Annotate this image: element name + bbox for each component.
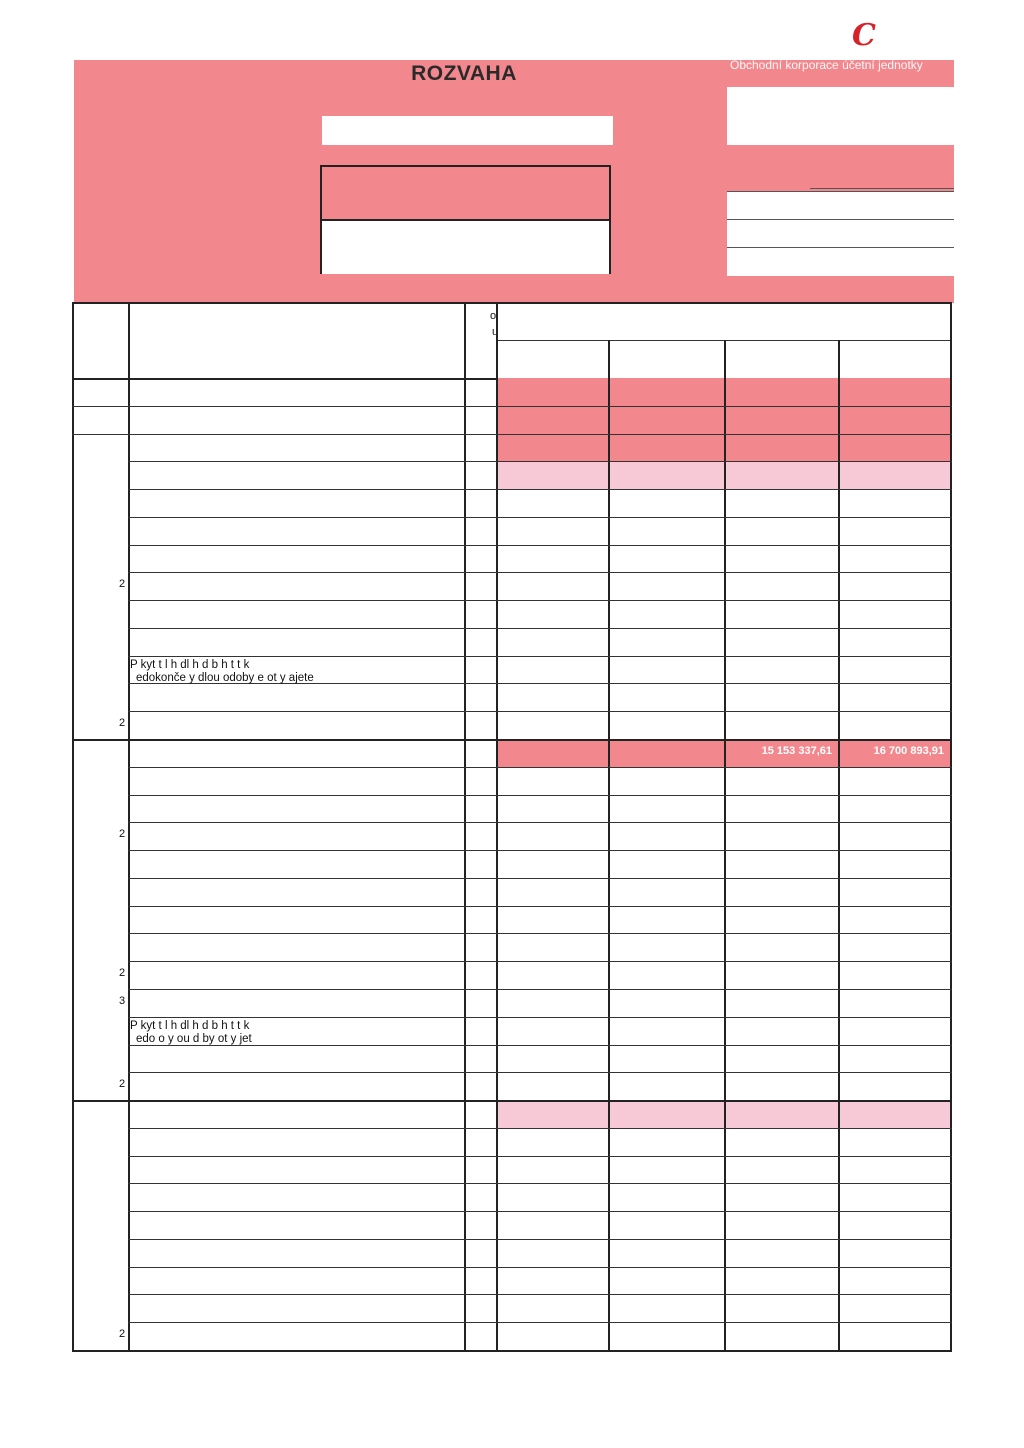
- row-divider: [128, 961, 952, 962]
- row-divider: [128, 1072, 952, 1073]
- column-divider: [496, 302, 498, 1350]
- row-divider: [128, 461, 952, 462]
- column-divider: [608, 340, 610, 1350]
- row-label-line2: edo o y ou d by ot y jet: [136, 1032, 252, 1045]
- column-divider: [950, 302, 952, 1350]
- amount-value: 16 700 893,91: [873, 745, 944, 758]
- corner-mark: C: [852, 18, 876, 53]
- right-info-box-top: [727, 87, 954, 145]
- right-info-line: [727, 247, 954, 248]
- id-box: [320, 165, 611, 274]
- row-divider: [128, 878, 952, 879]
- row-divider: [128, 656, 952, 657]
- header-letter: o: [490, 310, 497, 322]
- row-divider: [128, 767, 952, 768]
- row-number: 2: [119, 1078, 126, 1091]
- row-divider: [72, 739, 952, 741]
- row-number: 2: [119, 828, 126, 841]
- row-number: 2: [119, 1328, 126, 1341]
- row-label-line2: edokonče y dlou odoby e ot y ajete: [136, 671, 314, 684]
- row-divider: [128, 1183, 952, 1184]
- column-divider: [838, 340, 840, 1350]
- column-divider: [72, 302, 74, 1350]
- row-number: 2: [119, 717, 126, 730]
- column-divider: [464, 302, 466, 1350]
- row-divider: [128, 989, 952, 990]
- row-divider: [128, 572, 952, 573]
- page-title: ROZVAHA: [411, 62, 517, 85]
- row-divider: [128, 1322, 952, 1323]
- row-number: 2: [119, 578, 126, 591]
- row-divider: [72, 406, 952, 407]
- row-divider: [128, 517, 952, 518]
- row-divider: [128, 1128, 952, 1129]
- row-divider: [128, 1294, 952, 1295]
- header-letter: u: [492, 326, 499, 338]
- right-info-box-bottom: [727, 191, 954, 276]
- column-divider: [724, 340, 726, 1350]
- row-divider: [128, 822, 952, 823]
- row-divider: [128, 1156, 952, 1157]
- column-divider: [128, 302, 130, 1350]
- table-top-border: [72, 302, 952, 304]
- right-info-rule: [810, 188, 954, 189]
- name-field: [322, 116, 613, 145]
- row-divider: [128, 628, 952, 629]
- row-number: 2: [119, 967, 126, 980]
- balance-table: [72, 302, 952, 1352]
- row-divider: [128, 1017, 952, 1018]
- row-number: 3: [119, 994, 126, 1007]
- row-divider: [128, 545, 952, 546]
- amount-value: 15 153 337,61: [761, 745, 832, 758]
- row-divider: [128, 933, 952, 934]
- id-box-lower: [322, 219, 609, 274]
- row-label: P kyt t l h dl h d b h t t k: [130, 1019, 250, 1032]
- right-info-line: [727, 219, 954, 220]
- organization-label: Obchodní korporace účetní jednotky: [730, 58, 923, 72]
- row-divider: [72, 1100, 952, 1102]
- row-divider: [128, 1267, 952, 1268]
- row-divider: [128, 1239, 952, 1240]
- row-divider: [72, 1350, 952, 1352]
- row-divider: [128, 600, 952, 601]
- row-divider: [128, 795, 952, 796]
- row-divider: [128, 906, 952, 907]
- row-divider: [128, 489, 952, 490]
- row-label: P kyt t l h dl h d b h t t k: [130, 658, 250, 671]
- row-divider: [128, 711, 952, 712]
- row-divider: [128, 1211, 952, 1212]
- row-divider: [72, 434, 952, 435]
- row-divider: [128, 850, 952, 851]
